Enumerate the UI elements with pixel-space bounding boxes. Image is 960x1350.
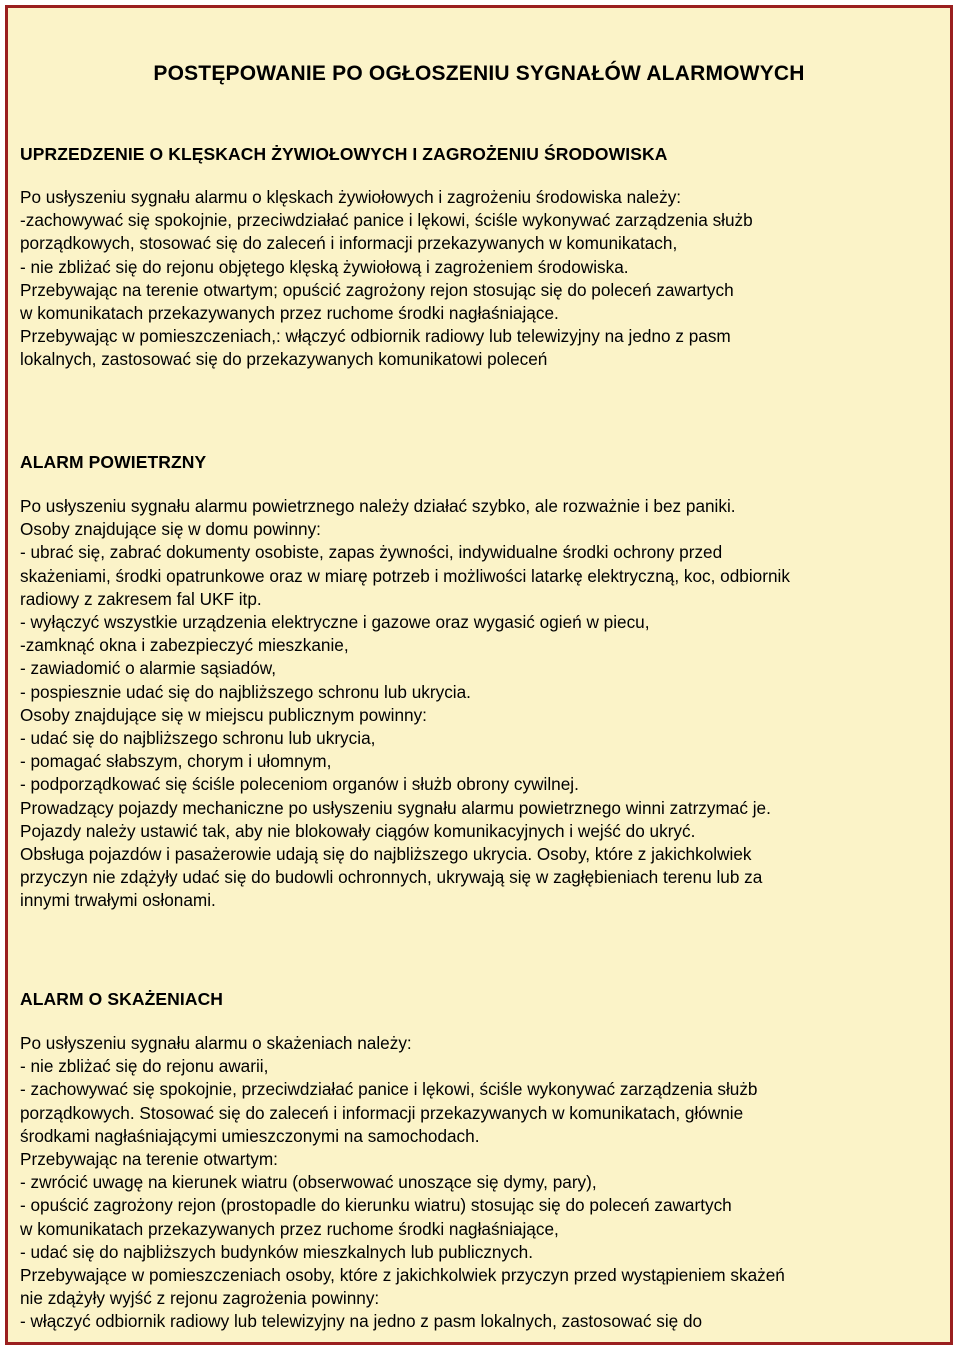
section-disaster-warning <box>20 144 940 372</box>
text-line: - nie zbliżać się do rejonu awarii, <box>20 1056 269 1077</box>
text-line: środkami nagłaśniającymi umieszczonymi na samochodach. <box>20 1125 480 1146</box>
text-line: Przebywające w pomieszczeniach osoby, które z jakichkolwiek przyczyn przed wystąpieniem skażeń <box>20 1265 785 1286</box>
text-line: - zwrócić uwagę na kierunek wiatru (obserwować unoszące się dymy, pary), <box>20 1172 597 1193</box>
text-line: - udać się do najbliższych budynków mieszkalnych lub publicznych. <box>20 1241 534 1262</box>
text-line: Przebywając na terenie otwartym; opuścić zagrożony rejon stosując się do poleceń zawartych <box>20 279 734 300</box>
text-line: Pojazdy należy ustawić tak, aby nie blokowały ciągów komunikacyjnych i wejść do ukryć. <box>20 820 696 841</box>
text-line: Przebywając na terenie otwartym: <box>20 1149 278 1170</box>
page-title: POSTĘPOWANIE PO OGŁOSZENIU SYGNAŁÓW ALARMOWYCH <box>153 62 805 85</box>
text-line: - pospiesznie udać się do najbliższego schronu lub ukrycia. <box>20 681 471 702</box>
text-line: przyczyn nie zdążyły udać się do budowli ochronnych, ukrywają się w zagłębieniach terenu lub za <box>20 867 763 888</box>
text-line: - ubrać się, zabrać dokumenty osobiste, zapas żywności, indywidualne środki ochrony przed <box>20 542 723 563</box>
text-line: - opuścić zagrożony rejon (prostopadle do kierunku wiatru) stosując się do poleceń zawartych <box>20 1195 732 1216</box>
text-line: w komunikatach przekazywanych przez ruchome środki nagłaśniające. <box>20 303 559 324</box>
section-air-raid-alarm <box>20 452 940 913</box>
text-line: porządkowych. Stosować się do zaleceń i informacji przekazywanych w komunikatach, głównie <box>20 1102 744 1123</box>
section-heading: UPRZEDZENIE O KLĘSKACH ŻYWIOŁOWYCH I ZAGROŻENIU ŚRODOWISKA <box>20 144 668 164</box>
text-line: - wyłączyć wszystkie urządzenia elektryczne i gazowe oraz wygasić ogień w piecu, <box>20 612 650 633</box>
text-line: Osoby znajdujące się w miejscu publicznym powinny: <box>20 704 427 725</box>
section-heading: ALARM O SKAŻENIACH <box>20 989 224 1009</box>
text-line: Po usłyszeniu sygnału alarmu powietrznego należy działać szybko, ale rozważnie i bez paniki. <box>20 496 736 516</box>
text-line: Po usłyszeniu sygnału alarmu o klęskach żywiołowych i zagrożeniu środowiska należy: <box>20 187 682 207</box>
text-line: - nie zbliżać się do rejonu objętego klęską żywiołową i zagrożeniem środowiska. <box>20 256 629 277</box>
text-line: -zamknąć okna i zabezpieczyć mieszkanie, <box>20 635 349 656</box>
text-line: Po usłyszeniu sygnału alarmu o skażeniach należy: <box>20 1033 412 1053</box>
text-line: skażeniami, środki opatrunkowe oraz w miarę potrzeb i możliwości latarkę elektryczną, koc, odbiornik <box>20 565 790 586</box>
text-line: Prowadzący pojazdy mechaniczne po usłyszeniu sygnału alarmu powietrznego winni zatrzymać je. <box>20 797 771 818</box>
text-line: - udać się do najbliższego schronu lub ukrycia, <box>20 728 376 749</box>
text-line: - zachowywać się spokojnie, przeciwdziałać panice i lękowi, ściśle wykonywać zarządzenia służb <box>20 1079 758 1100</box>
text-line: Osoby znajdujące się w domu powinny: <box>20 519 321 540</box>
section-heading: ALARM POWIETRZNY <box>20 452 207 472</box>
text-line: - podporządkować się ściśle poleceniom organów i służb obrony cywilnej. <box>20 774 579 795</box>
text-line: porządkowych, stosować się do zaleceń i informacji przekazywanych w komunikatach, <box>20 233 678 254</box>
text-line: - włączyć odbiornik radiowy lub telewizyjny na jedno z pasm lokalnych, zastosować się do <box>20 1311 703 1332</box>
section-body <box>20 495 940 913</box>
text-line: - pomagać słabszym, chorym i ułomnym, <box>20 751 332 772</box>
text-line: w komunikatach przekazywanych przez ruchome środki nagłaśniające, <box>20 1218 559 1239</box>
text-line: - zawiadomić o alarmie sąsiadów, <box>20 658 277 679</box>
text-line: nie zdążyły wyjść z rejonu zagrożenia powinny: <box>20 1288 380 1309</box>
section-body <box>20 1032 940 1334</box>
text-line: Przebywając w pomieszczeniach,: włączyć odbiornik radiowy lub telewizyjny na jedno z pasm <box>20 326 731 347</box>
text-line: radiowy z zakresem fal UKF itp. <box>20 588 262 609</box>
document-page <box>5 5 953 1345</box>
text-line: lokalnych, zastosować się do przekazywanych komunikatowi poleceń <box>20 349 548 370</box>
text-line: Obsługa pojazdów i pasażerowie udają się do najbliższego ukrycia. Osoby, które z jakichkolwiek <box>20 844 752 865</box>
text-line: innymi trwałymi osłonami. <box>20 890 216 911</box>
text-line: -zachowywać się spokojnie, przeciwdziałać panice i lękowi, ściśle wykonywać zarządzenia służb <box>20 210 753 231</box>
section-body <box>20 186 940 372</box>
section-contamination-alarm <box>20 989 940 1334</box>
